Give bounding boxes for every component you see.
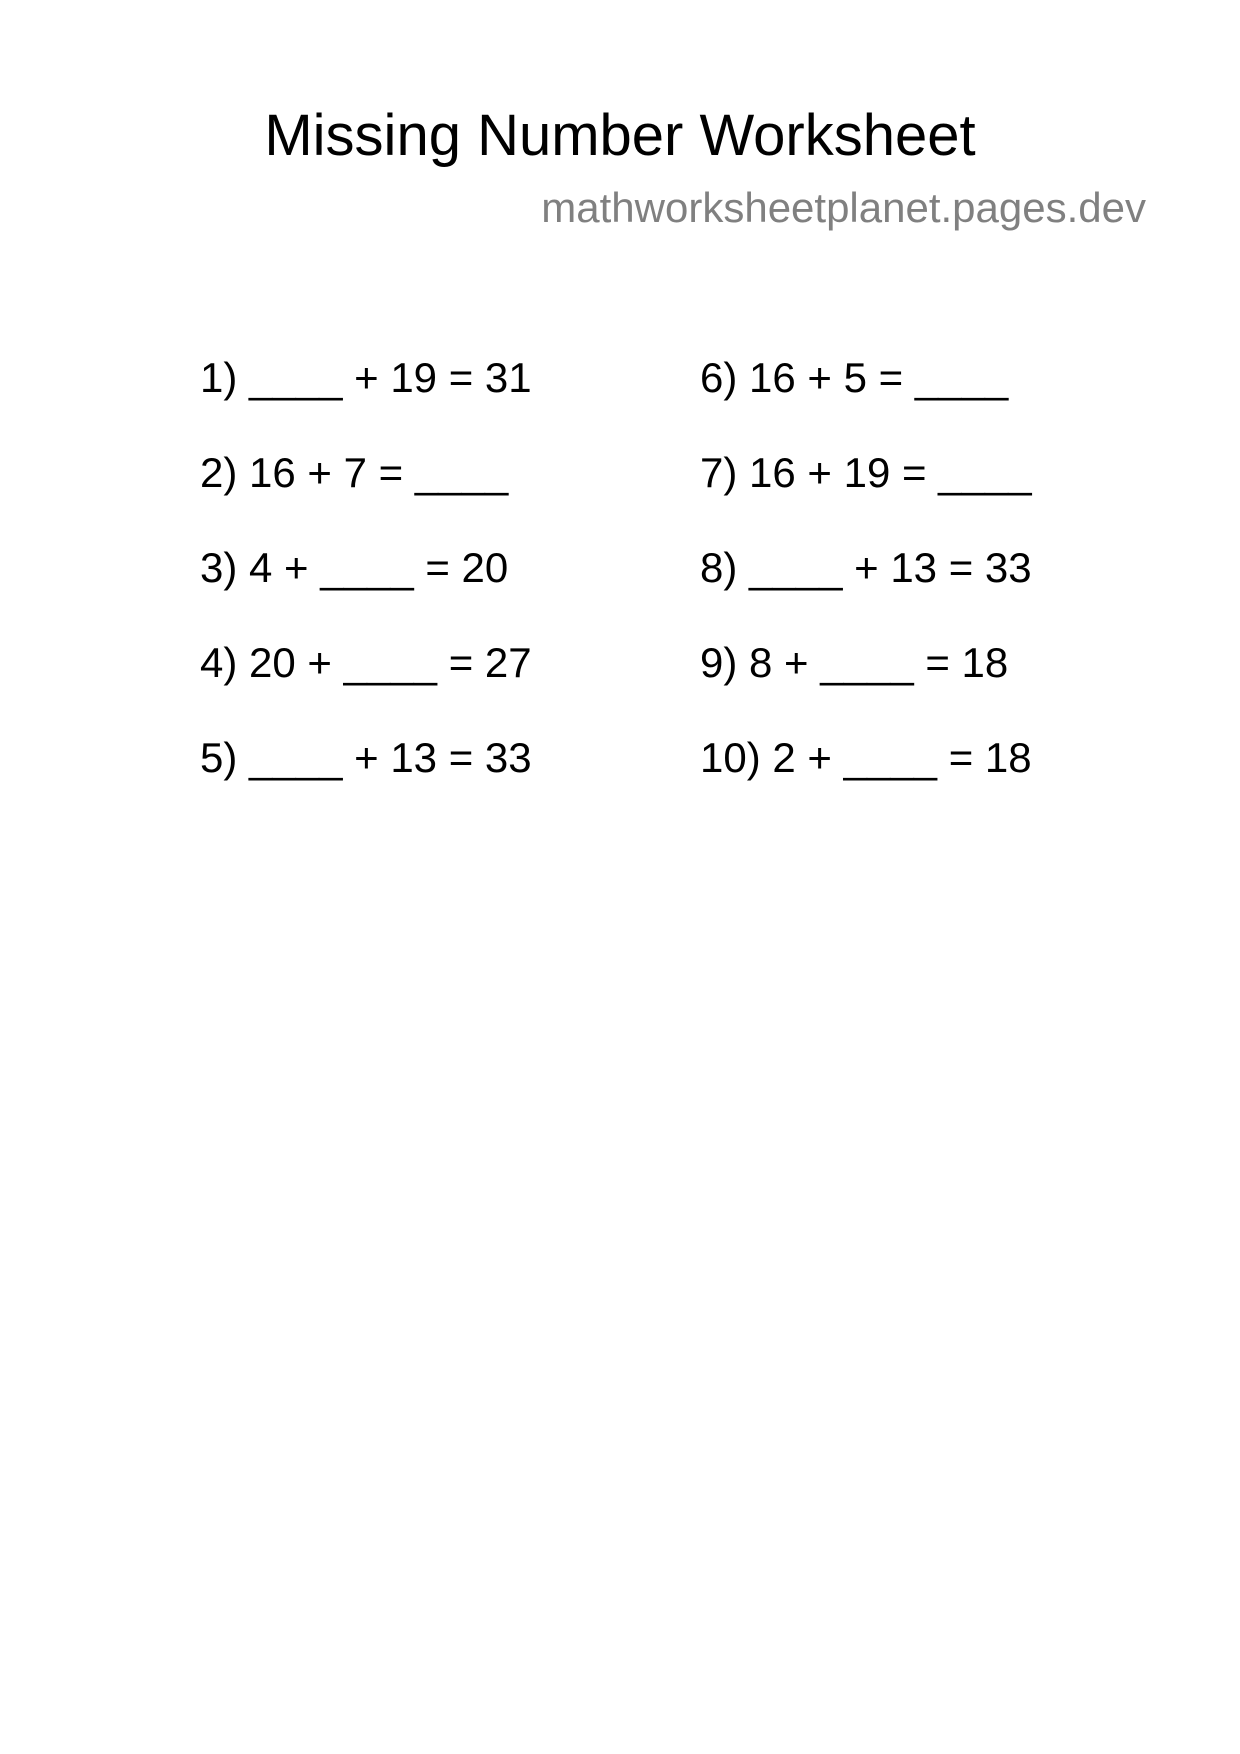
problem-6: 6) 16 + 5 = ____ bbox=[700, 354, 1009, 401]
problem-7: 7) 16 + 19 = ____ bbox=[700, 449, 1032, 496]
source-url: mathworksheetplanet.pages.dev bbox=[541, 184, 1146, 231]
problem-9: 9) 8 + ____ = 18 bbox=[700, 639, 1009, 686]
problem-4: 4) 20 + ____ = 27 bbox=[200, 639, 532, 686]
problem-2: 2) 16 + 7 = ____ bbox=[200, 449, 509, 496]
problem-1: 1) ____ + 19 = 31 bbox=[200, 354, 532, 401]
problem-3: 3) 4 + ____ = 20 bbox=[200, 544, 509, 591]
problem-10: 10) 2 + ____ = 18 bbox=[700, 734, 1032, 781]
problem-5: 5) ____ + 13 = 33 bbox=[200, 734, 532, 781]
page-title: Missing Number Worksheet bbox=[264, 103, 976, 168]
problem-8: 8) ____ + 13 = 33 bbox=[700, 544, 1032, 591]
problem-column-left bbox=[200, 348, 532, 823]
problem-column-right bbox=[700, 348, 1032, 823]
